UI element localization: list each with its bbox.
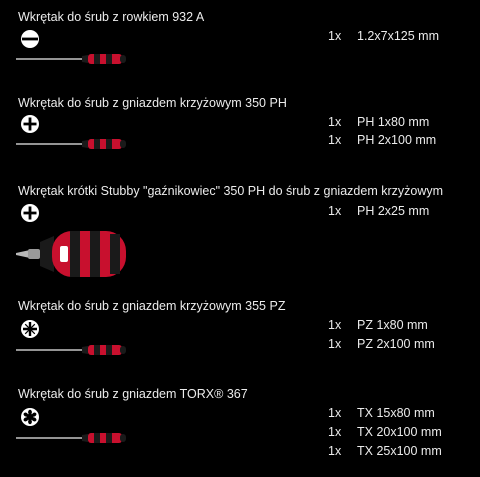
spec-quantity: 1x	[328, 133, 342, 147]
section-title: Wkrętak do śrub z gniazdem TORX® 367	[18, 387, 248, 401]
slotted-tip-icon	[20, 29, 40, 49]
pozidriv-tip-icon	[20, 319, 40, 339]
spec-row	[328, 404, 435, 422]
spec-quantity: 1x	[328, 204, 342, 218]
section-title: Wkrętak do śrub z rowkiem 932 A	[18, 10, 205, 24]
spec-quantity: 1x	[328, 115, 342, 129]
screwdriver-image	[16, 52, 128, 66]
phillips-tip-icon	[20, 203, 40, 223]
spec-quantity: 1x	[328, 318, 342, 332]
spec-size: PZ 1x80 mm	[357, 318, 428, 332]
section-title: Wkrętak krótki Stubby "gaźnikowiec" 350 PH do śrub z gniazdem krzyżowym	[18, 184, 444, 198]
torx-tip-icon	[20, 407, 40, 427]
section-title: Wkrętak do śrub z gniazdem krzyżowym 350 PH	[18, 96, 287, 110]
spec-row	[328, 316, 428, 334]
screwdriver-image	[16, 431, 128, 445]
spec-row	[328, 442, 442, 460]
stubby-screwdriver-image	[14, 228, 134, 280]
spec-size: PH 2x25 mm	[357, 204, 430, 218]
spec-quantity: 1x	[328, 425, 342, 439]
spec-row	[328, 423, 442, 441]
spec-size: TX 20x100 mm	[357, 425, 442, 439]
spec-row	[328, 131, 436, 149]
spec-row	[328, 113, 429, 131]
spec-quantity: 1x	[328, 337, 342, 351]
spec-row	[328, 27, 439, 45]
spec-size: PH 1x80 mm	[357, 115, 430, 129]
spec-size: 1.2x7x125 mm	[357, 29, 439, 43]
spec-quantity: 1x	[328, 29, 342, 43]
spec-size: TX 25x100 mm	[357, 444, 442, 458]
spec-size: PH 2x100 mm	[357, 133, 437, 147]
spec-quantity: 1x	[328, 444, 342, 458]
spec-row	[328, 335, 435, 353]
spec-quantity: 1x	[328, 406, 342, 420]
screwdriver-image	[16, 137, 128, 151]
section-title: Wkrętak do śrub z gniazdem krzyżowym 355 PZ	[18, 299, 286, 313]
phillips-tip-icon	[20, 114, 40, 134]
spec-row	[328, 202, 429, 220]
spec-size: PZ 2x100 mm	[357, 337, 435, 351]
screwdriver-image	[16, 343, 128, 357]
spec-size: TX 15x80 mm	[357, 406, 435, 420]
